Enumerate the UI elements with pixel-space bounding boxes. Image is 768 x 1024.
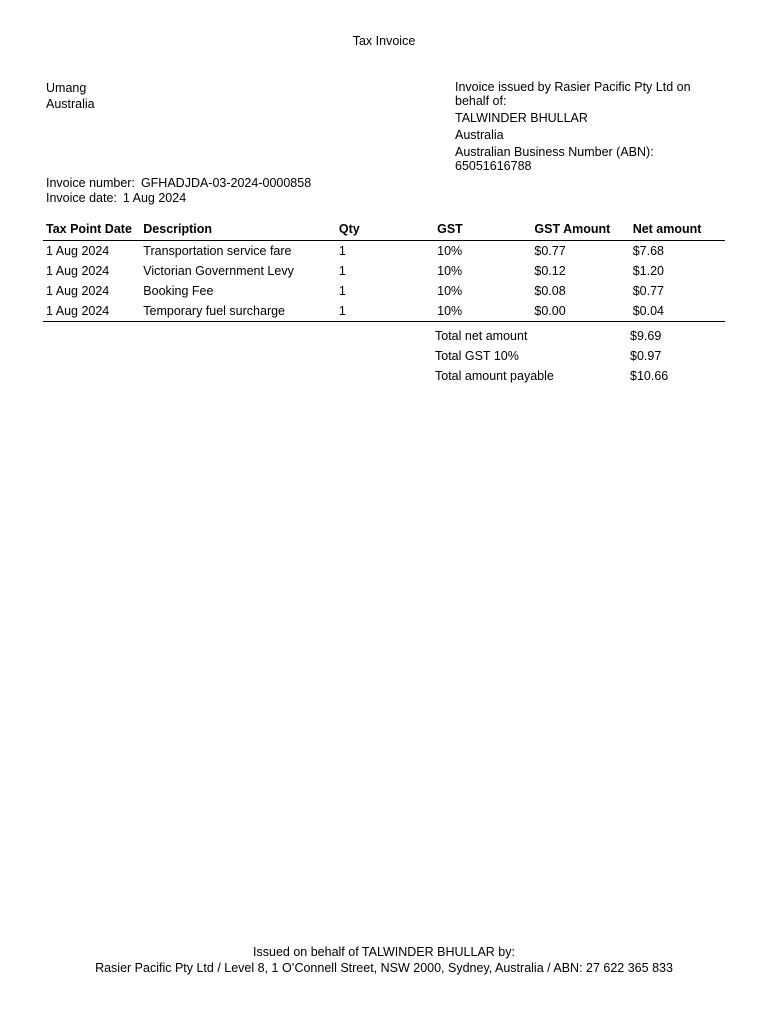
header-qty: Qty [336, 220, 434, 241]
total-net-row [435, 326, 725, 346]
table-row [43, 261, 725, 281]
header-description: Description [140, 220, 336, 241]
total-net-value: $9.69 [630, 329, 662, 343]
cell-gst: 10% [437, 264, 463, 278]
invoice-number-row [46, 176, 311, 191]
footer-issued-on-behalf: Issued on behalf of TALWINDER BHULLAR by: [253, 945, 515, 959]
totals-block [435, 326, 725, 386]
cell-description: Temporary fuel surcharge [140, 301, 336, 322]
total-payable-value: $10.66 [630, 369, 669, 383]
cell-qty: 1 [338, 284, 346, 298]
cell-date: 1 Aug 2024 [46, 244, 110, 258]
cell-net-amount: $0.77 [632, 284, 664, 298]
cell-qty: 1 [336, 301, 434, 322]
issuer-country: Australia [455, 128, 504, 142]
recipient-country: Australia [46, 97, 95, 111]
footer [0, 944, 768, 976]
table-row [43, 301, 725, 322]
cell-gst-amount: $0.12 [534, 264, 566, 278]
header-gst-amount: GST Amount [531, 220, 629, 241]
table-row [43, 281, 725, 301]
invoice-number-label: Invoice number: [46, 176, 135, 190]
invoice-date: 1 Aug 2024 [122, 191, 187, 205]
cell-net-amount: $7.68 [632, 244, 664, 258]
cell-description: Transportation service fare [143, 244, 292, 258]
total-payable-row [435, 366, 725, 386]
total-net-label: Total net amount [435, 329, 528, 343]
cell-net-amount: $1.20 [632, 264, 664, 278]
issuer-name: TALWINDER BHULLAR [455, 111, 588, 125]
header-net-amount: Net amount [630, 220, 725, 241]
issuer-issued-by: Invoice issued by Rasier Pacific Pty Ltd on behalf of: [455, 80, 691, 108]
invoice-date-row [46, 191, 311, 206]
line-items-table [43, 220, 725, 322]
document-title: Tax Invoice [352, 34, 416, 48]
invoice-meta [46, 176, 311, 206]
cell-description: Victorian Government Levy [143, 264, 294, 278]
cell-gst: 10% [434, 301, 531, 322]
cell-net-amount: $0.04 [630, 301, 725, 322]
table-row [43, 241, 725, 262]
total-payable-label: Total amount payable [435, 369, 554, 383]
table-header-row [43, 220, 725, 241]
cell-gst: 10% [437, 244, 463, 258]
cell-gst-amount: $0.08 [534, 284, 566, 298]
issuer-abn-label: Australian Business Number (ABN): [455, 145, 654, 159]
cell-description: Booking Fee [143, 284, 214, 298]
footer-company-address: Rasier Pacific Pty Ltd / Level 8, 1 O’Connell Street, NSW 2000, Sydney, Australia / ABN: 27 622 365 833 [95, 961, 673, 975]
total-gst-value: $0.97 [630, 349, 662, 363]
cell-date: 1 Aug 2024 [46, 284, 110, 298]
issuer-block [455, 80, 715, 173]
cell-gst-amount: $0.77 [534, 244, 566, 258]
total-gst-row [435, 346, 725, 366]
header-tax-point-date: Tax Point Date [43, 220, 140, 241]
cell-date: 1 Aug 2024 [43, 301, 140, 322]
cell-gst-amount: $0.00 [531, 301, 629, 322]
recipient-name: Umang [46, 81, 87, 95]
issuer-abn: 65051616788 [455, 159, 532, 173]
cell-qty: 1 [338, 264, 346, 278]
invoice-date-label: Invoice date: [46, 191, 117, 205]
cell-date: 1 Aug 2024 [46, 264, 110, 278]
header-gst: GST [434, 220, 531, 241]
recipient-block [46, 80, 95, 112]
cell-qty: 1 [338, 244, 346, 258]
total-gst-label: Total GST 10% [435, 349, 519, 363]
cell-gst: 10% [437, 284, 463, 298]
invoice-number: GFHADJDA-03-2024-0000858 [140, 176, 312, 190]
